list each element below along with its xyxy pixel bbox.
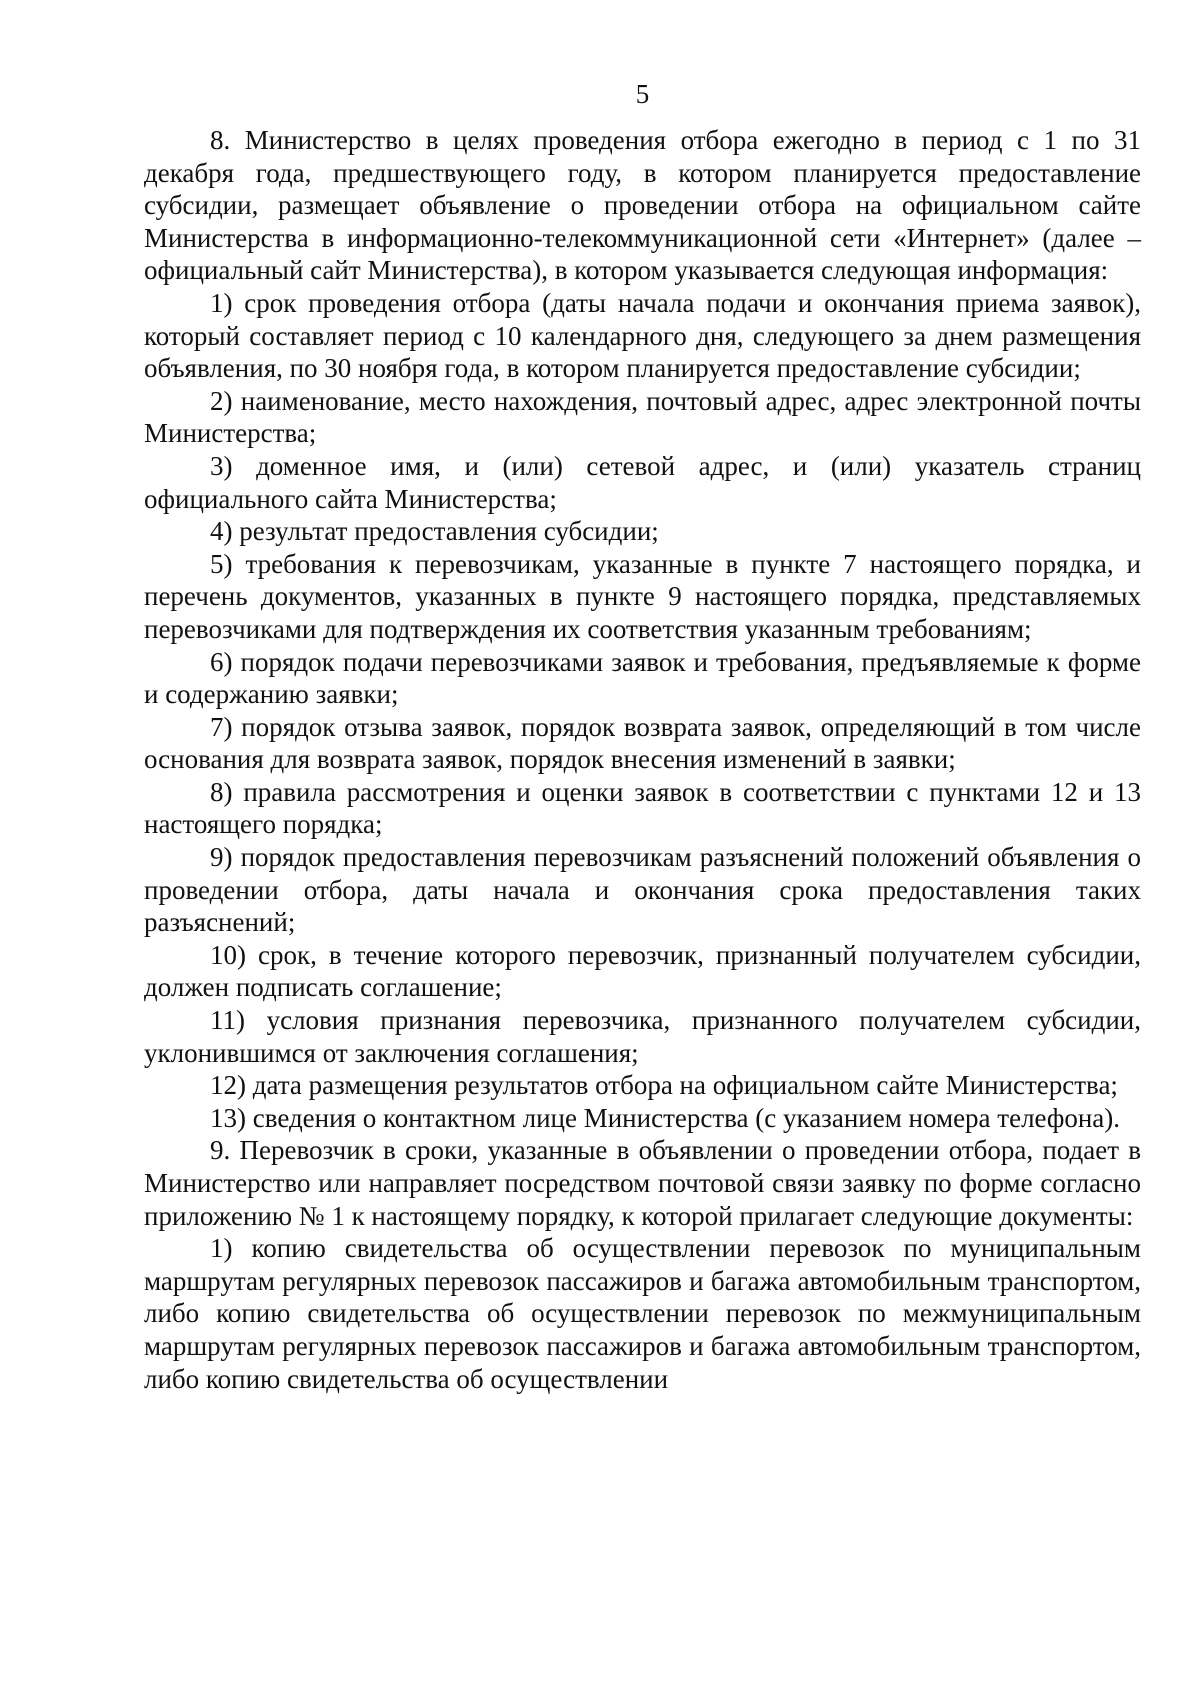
document-list-item-1: 1) копию свидетельства об осуществлении перевозок по муниципальным маршрутам регулярных перевозок пассажиров и багажа автомобильным транспортом, либо копию свидетельства об осуществлении перевозок по межмуниципальным маршрутам регулярных перевозок пассажиров и багажа автомобильным транспортом, либо копию свидетельства об осуществлении [144,1233,1141,1394]
page-number: 5 [635,79,650,109]
list-item-6: 6) порядок подачи перевозчиками заявок и требования, предъявляемые к форме и содержанию заявки; [144,646,1141,710]
document-page [144,78,1141,1395]
list-item-3: 3) доменное имя, и (или) сетевой адрес, и (или) указатель страниц официального сайта Министерства; [144,450,1141,514]
list-item-9: 9) порядок предоставления перевозчикам разъяснений положений объявления о проведении отбора, даты начала и окончания срока предоставления таких разъяснений; [144,842,1141,938]
list-item-2: 2) наименование, место нахождения, почтовый адрес, адрес электронной почты Министерства; [144,385,1141,449]
paragraph-9: 9. Перевозчик в сроки, указанные в объявлении о проведении отбора, подает в Министерство или направляет посредством почтовой связи заявку по форме согласно приложению № 1 к настоящему порядку, к которой прилагает следующие документы: [144,1135,1141,1231]
list-item-8: 8) правила рассмотрения и оценки заявок в соответствии с пунктами 12 и 13 настоящего порядка; [144,776,1141,840]
list-item-5: 5) требования к перевозчикам, указанные в пункте 7 настоящего порядка, и перечень документов, указанных в пункте 9 настоящего порядка, представляемых перевозчиками для подтверждения их соответствия указанным требованиям; [144,548,1141,644]
list-item-11: 11) условия признания перевозчика, признанного получателем субсидии, уклонившимся от заключения соглашения; [144,1005,1141,1068]
list-item-10: 10) срок, в течение которого перевозчик, признанный получателем субсидии, должен подписать соглашение; [144,939,1141,1003]
list-item-12: 12) дата размещения результатов отбора на официальном сайте Министерства; [210,1070,1118,1101]
list-item-1: 1) срок проведения отбора (даты начала подачи и окончания приема заявок), который составляет период с 10 календарного дня, следующего за днем размещения объявления, по 30 ноября года, в котором планируется предоставление субсидии; [144,287,1141,384]
list-item-7: 7) порядок отзыва заявок, порядок возврата заявок, определяющий в том числе основания для возврата заявок, порядок внесения изменений в заявки; [144,711,1141,775]
list-item-13: 13) сведения о контактном лице Министерства (с указанием номера телефона). [210,1102,1121,1133]
list-item-4: 4) результат предоставления субсидии; [210,516,659,547]
paragraph-8: 8. Министерство в целях проведения отбора ежегодно в период с 1 по 31 декабря года, предшествующего году, в котором планируется предоставление субсидии, размещает объявление о проведении отбора на официальном сайте Министерства в информационно-телекоммуникационной сети «Интернет» (далее – официальный сайт Министерства), в котором указывается следующая информация: [144,125,1141,286]
